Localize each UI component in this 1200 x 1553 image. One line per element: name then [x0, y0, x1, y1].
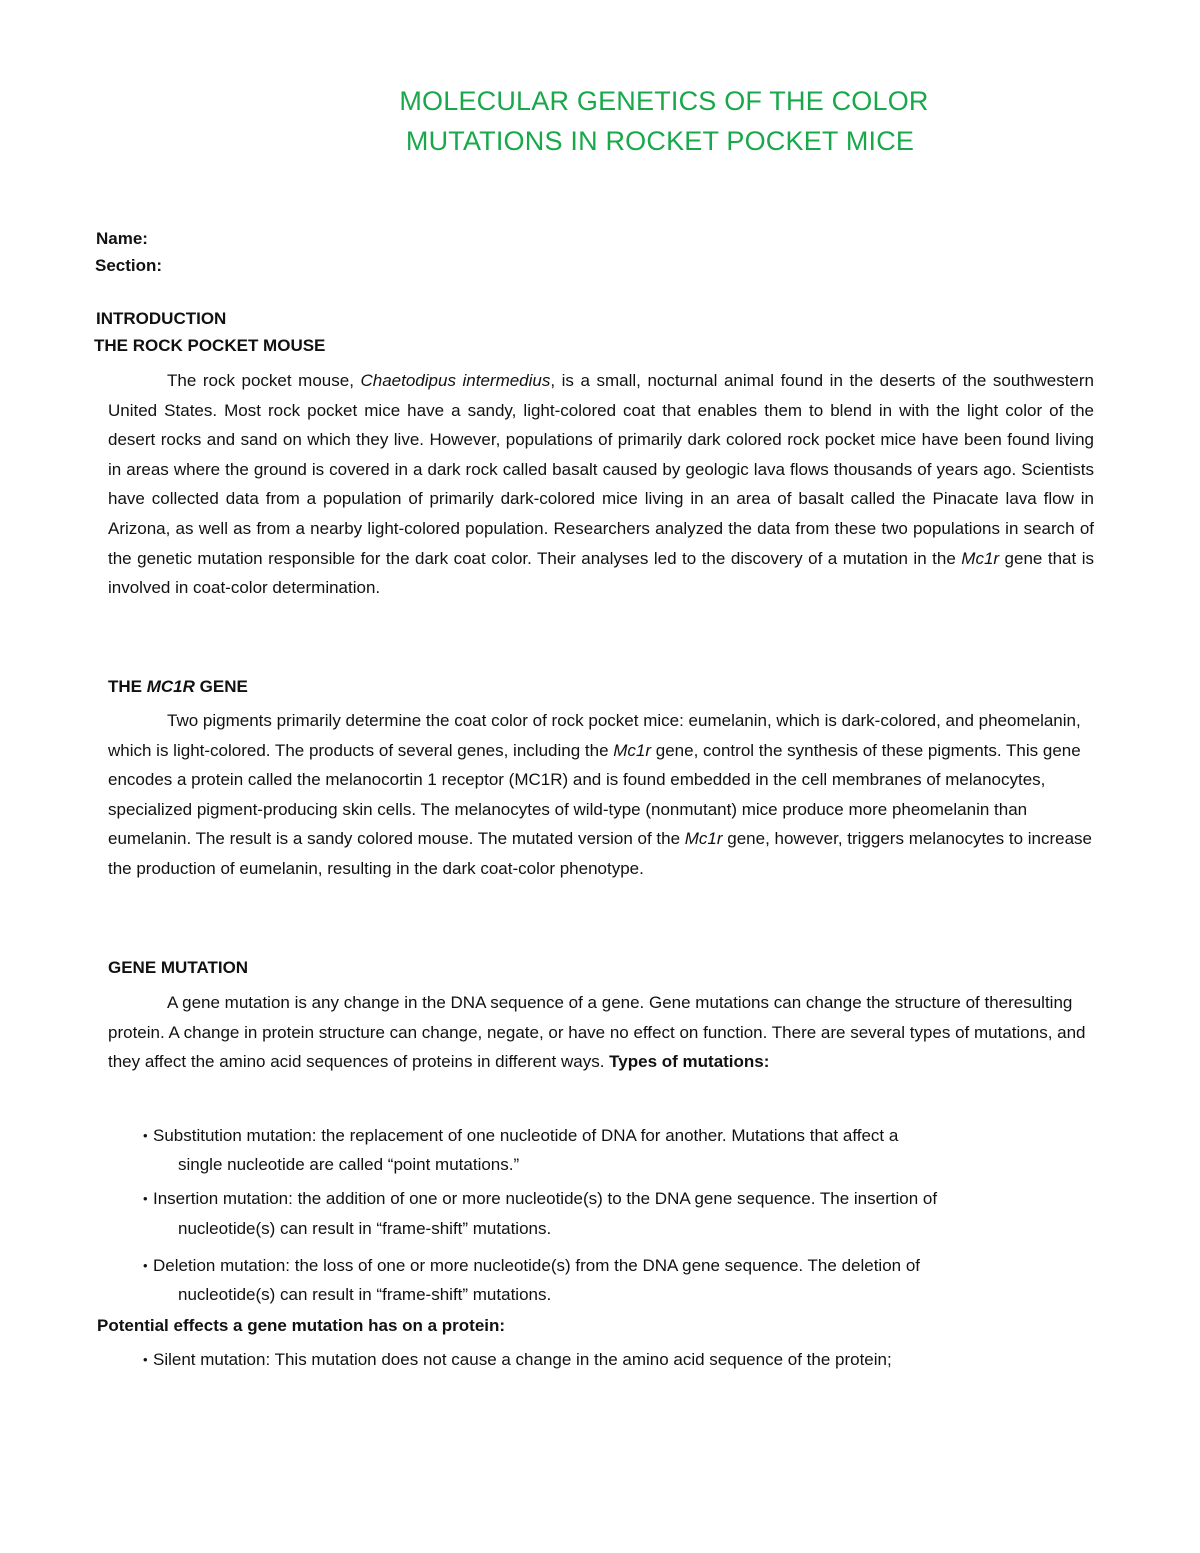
list-item — [143, 1183, 937, 1214]
list-item — [143, 1344, 892, 1375]
introduction-paragraph — [108, 366, 1094, 603]
types-of-mutations-label: Types of mutations: — [609, 1052, 770, 1072]
gene-name: Mc1r — [613, 740, 652, 760]
name-label: Name: — [96, 229, 148, 248]
mc1r-heading-gene: MC1R — [146, 677, 195, 696]
potential-effects-heading: Potential effects a gene mutation has on a protein: — [97, 1316, 506, 1335]
section-label: Section: — [95, 256, 163, 275]
silent-mutation-text: Silent mutation: This mutation does not cause a change in the amino acid sequence of the protein; — [153, 1350, 892, 1369]
mc1r-text-part-3: gene, however, triggers melanocytes to increase the production of eumelanin, resulting in the dark coat-color phenotype. — [108, 829, 1093, 878]
gene-mutation-paragraph — [108, 988, 1094, 1077]
insertion-line-1: Insertion mutation: the addition of one or more nucleotide(s) to the DNA gene sequence. The insertion of — [153, 1189, 938, 1208]
insertion-line-2: nucleotide(s) can result in “frame-shift” mutations. — [178, 1219, 552, 1238]
rock-pocket-mouse-heading: THE ROCK POCKET MOUSE — [94, 336, 326, 355]
gene-name: Mc1r — [961, 548, 1000, 568]
list-item — [143, 1250, 920, 1281]
deletion-line-1: Deletion mutation: the loss of one or more nucleotide(s) from the DNA gene sequence. The deletion of — [153, 1256, 921, 1275]
mc1r-gene-heading — [108, 677, 248, 697]
bullet-icon: • — [143, 1258, 148, 1273]
intro-text-part-2: , is a small, nocturnal animal found in the deserts of the southwestern United States. Most rock pocket mice have a sandy, light-colored coat that enables them to blend in with the light color of the desert rocks and sand on which they live. However, populations of primarily dark colored rock pocket mice have been found living in areas where the ground is covered in a dark rock called basalt caused by geologic lava flows thousands of years ago. Scientists have collected data from a population of primarily dark-colored mice living in an area of basalt called the Pinacate lava flow in Arizona, as well as from a nearby light-colored population. Researchers analyzed the data from these two populations in search of the genetic mutation responsible for the dark coat color. Their analyses led to the discovery of a mutation in the — [108, 371, 1094, 568]
mc1r-heading-prefix: THE — [108, 677, 147, 696]
intro-text-part-1: The rock pocket mouse, — [167, 371, 361, 390]
gene-name: Mc1r — [684, 829, 723, 849]
introduction-heading: INTRODUCTION — [96, 309, 227, 328]
species-name: Chaetodipus intermedius — [360, 371, 551, 390]
intro-text-part-3: gene that is involved in coat-color determination. — [108, 548, 1094, 598]
deletion-line-2: nucleotide(s) can result in “frame-shift” mutations. — [178, 1285, 552, 1304]
mutation-text: A gene mutation is any change in the DNA sequence of a gene. Gene mutations can change the structure of theresulting protein. A change in protein structure can change, negate, or have no effect on function. There are several types of mutations, and they affect the amino acid sequences of proteins in different ways. — [108, 993, 1086, 1072]
substitution-line-2: single nucleotide are called “point mutations.” — [178, 1155, 520, 1174]
bullet-icon: • — [143, 1191, 148, 1206]
gene-mutation-heading: GENE MUTATION — [108, 958, 249, 977]
bullet-icon: • — [143, 1352, 148, 1367]
mc1r-heading-suffix: GENE — [194, 677, 248, 696]
document-title-line-1: MOLECULAR GENETICS OF THE COLOR — [399, 86, 929, 116]
mc1r-paragraph — [108, 706, 1094, 884]
mc1r-text-part-2: gene, control the synthesis of these pigments. This gene encodes a protein called the melanocortin 1 receptor (MC1R) and is found embedded in the cell membranes of melanocytes, specialized pigment-producing skin cells. The melanocytes of wild-type (nonmutant) mice produce more pheomelanin than eumelanin. The result is a sandy colored mouse. The mutated version of the — [108, 740, 1081, 849]
list-item — [143, 1120, 898, 1151]
substitution-line-1: Substitution mutation: the replacement of one nucleotide of DNA for another. Mutations that affect a — [153, 1126, 899, 1145]
bullet-icon: • — [143, 1128, 148, 1143]
mc1r-text-part-1: Two pigments primarily determine the coat color of rock pocket mice: eumelanin, which is dark-colored, and pheomelanin, which is light-colored. The products of several genes, including the — [108, 711, 1081, 760]
document-title-line-2: MUTATIONS IN ROCKET POCKET MICE — [405, 126, 915, 156]
